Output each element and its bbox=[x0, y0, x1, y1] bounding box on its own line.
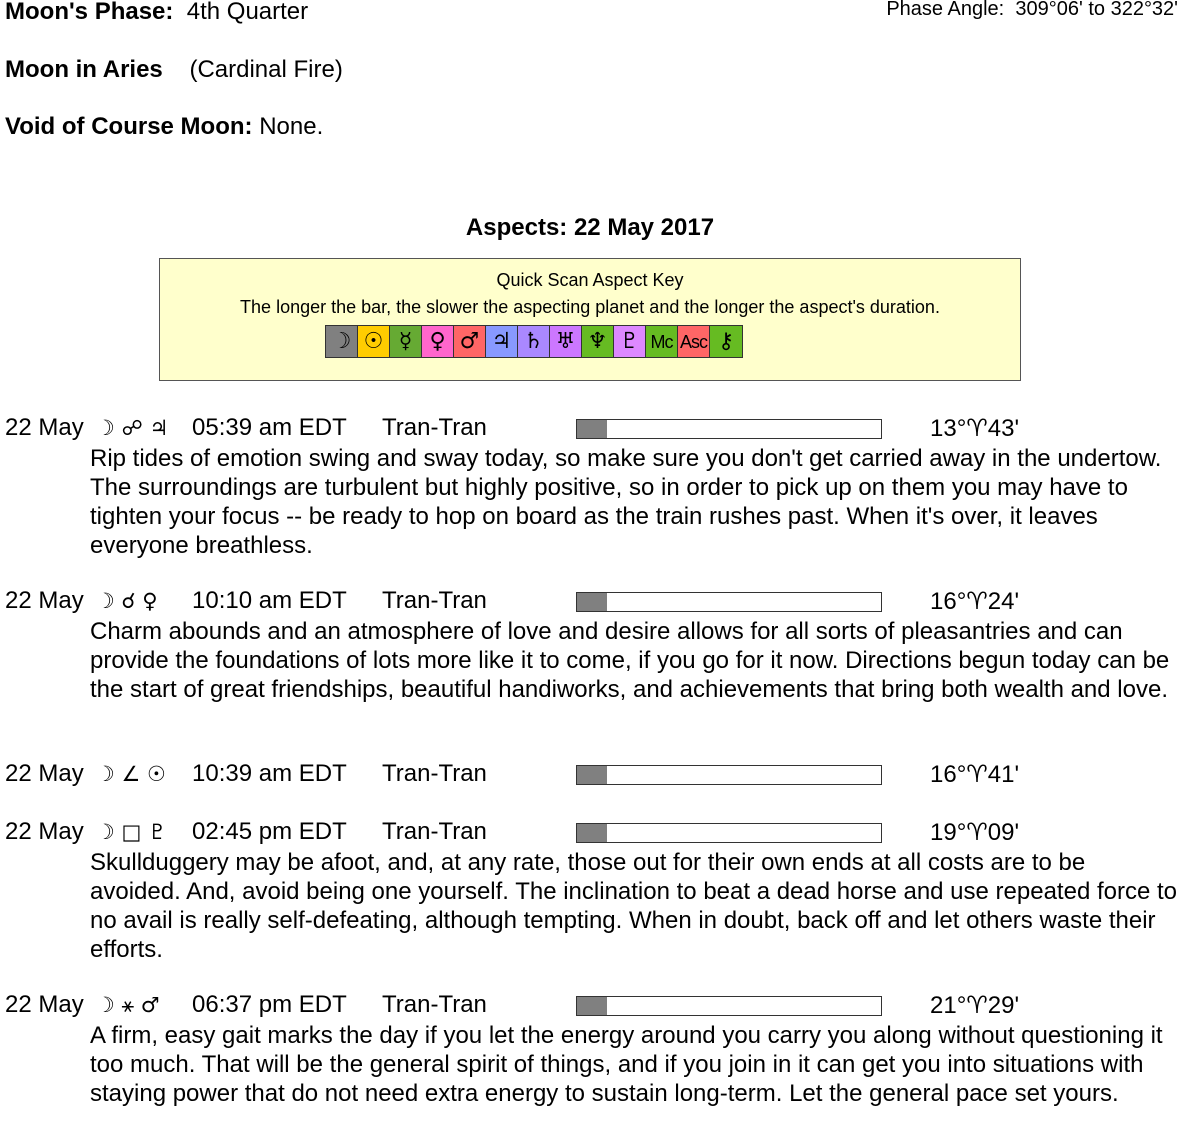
aspect-position: 19°♈09' bbox=[930, 819, 1020, 846]
aspect-date: 22 May bbox=[5, 760, 84, 787]
aspect-entry bbox=[0, 991, 1194, 1108]
aspect-type: Tran-Tran bbox=[382, 760, 487, 787]
aspect-duration-bar bbox=[576, 592, 882, 612]
aspect-type: Tran-Tran bbox=[382, 587, 487, 614]
aspect-type: Tran-Tran bbox=[382, 414, 487, 441]
moon-phase-label: Moon's Phase: bbox=[5, 0, 174, 25]
aspect-duration-bar bbox=[576, 765, 882, 785]
moon-phase bbox=[5, 0, 308, 26]
pluto-key-icon: ♇ bbox=[614, 326, 646, 357]
aspect-entry bbox=[0, 818, 1194, 964]
moon-sign bbox=[5, 56, 343, 84]
sun-key-icon: ☉ bbox=[358, 326, 390, 357]
aspect-type: Tran-Tran bbox=[382, 818, 487, 845]
chiron-key-icon: ⚷ bbox=[710, 326, 742, 357]
aspect-description: Charm abounds and an atmosphere of love and desire allows for all sorts of pleasantries and can provide the foundations of lots more like it to come, if you go for it now. Directions begun today can be the start of great friendships, beautiful handiworks, and achievements that bring both wealth and love. bbox=[90, 618, 1170, 703]
aspect-key-box bbox=[159, 258, 1021, 381]
aspect-description: Rip tides of emotion swing and sway today, so make sure you don't get carried away in the undertow. The surroundings are turbulent but highly positive, so in order to pick up on them you may have to tighten your focus -- be ready to hop on board as the train rushes past. When it's over, it leaves everyone breathless. bbox=[90, 445, 1162, 559]
aspect-date: 22 May bbox=[5, 414, 84, 441]
aspect-position: 21°♈29' bbox=[930, 992, 1020, 1019]
aspect-duration-fill bbox=[577, 766, 607, 784]
aspect-entry bbox=[0, 587, 1194, 704]
void-of-course-label: Void of Course Moon: bbox=[5, 113, 253, 140]
uranus-key-icon: ♅ bbox=[550, 326, 582, 357]
aspect-time: 05:39 am EDT bbox=[192, 414, 347, 441]
phase-angle-value: 309°06' to 322°32' bbox=[1015, 0, 1178, 20]
aspect-header-line bbox=[0, 818, 1194, 848]
aspect-duration-fill bbox=[577, 593, 607, 611]
phase-angle-label: Phase Angle: bbox=[886, 0, 1005, 20]
aspect-glyphs: ☽ ⚹ ♂ bbox=[96, 993, 160, 1017]
moon-sign-value: (Cardinal Fire) bbox=[189, 56, 343, 83]
aspect-duration-fill bbox=[577, 824, 607, 842]
aspect-glyphs: ☽ □ ♇ bbox=[96, 820, 167, 844]
aspect-glyphs: ☽ ☍ ♃ bbox=[96, 416, 169, 440]
aspect-date: 22 May bbox=[5, 991, 84, 1018]
moon-phase-value: 4th Quarter bbox=[186, 0, 309, 25]
asc-key-icon: Asc bbox=[678, 326, 710, 357]
aspect-position: 16°♈24' bbox=[930, 588, 1020, 615]
jupiter-key-icon: ♃ bbox=[486, 326, 518, 357]
aspect-position: 13°♈43' bbox=[930, 415, 1020, 442]
aspect-date: 22 May bbox=[5, 587, 84, 614]
aspect-time: 10:39 am EDT bbox=[192, 760, 347, 787]
aspect-key-title: Quick Scan Aspect Key bbox=[496, 270, 684, 290]
void-of-course bbox=[5, 113, 323, 141]
phase-angle bbox=[886, 0, 1178, 21]
aspect-header-line bbox=[0, 587, 1194, 617]
aspect-header-line bbox=[0, 991, 1194, 1021]
mercury-key-icon: ☿ bbox=[390, 326, 422, 357]
aspect-glyphs: ☽ ∠ ☉ bbox=[96, 762, 166, 786]
saturn-key-icon: ♄ bbox=[518, 326, 550, 357]
mc-key-icon: Mc bbox=[646, 326, 678, 357]
mars-key-icon: ♂ bbox=[454, 326, 486, 357]
aspect-type: Tran-Tran bbox=[382, 991, 487, 1018]
aspect-header-line bbox=[0, 760, 1194, 790]
aspect-glyphs: ☽ ☌ ♀ bbox=[96, 589, 158, 613]
aspect-date: 22 May bbox=[5, 818, 84, 845]
aspect-duration-bar bbox=[576, 823, 882, 843]
aspect-header-line bbox=[0, 414, 1194, 444]
aspect-entry bbox=[0, 414, 1194, 560]
aspect-time: 02:45 pm EDT bbox=[192, 818, 347, 845]
venus-key-icon: ♀ bbox=[422, 326, 454, 357]
aspect-description: Skullduggery may be afoot, and, at any rate, those out for their own ends at all costs are to be avoided. And, avoid being one yourself. The inclination to beat a dead horse and use repeated force to no avail is really self-defeating, although tempting. When in doubt, back off and let others waste their efforts. bbox=[90, 849, 1177, 963]
aspect-duration-fill bbox=[577, 997, 607, 1015]
planet-color-key bbox=[325, 325, 743, 358]
aspect-time: 06:37 pm EDT bbox=[192, 991, 347, 1018]
neptune-key-icon: ♆ bbox=[582, 326, 614, 357]
void-of-course-value: None. bbox=[259, 113, 324, 140]
moon-key-icon: ☽ bbox=[326, 326, 358, 357]
aspect-description: A firm, easy gait marks the day if you let the energy around you carry you along without questioning it too much. That will be the general spirit of things, and if you join in it can get you into situations with staying power that do not need extra energy to sustain long-term. Let the general pace set yours. bbox=[90, 1022, 1163, 1107]
aspect-duration-fill bbox=[577, 420, 607, 438]
aspect-key-description: The longer the bar, the slower the aspecting planet and the longer the aspect's duration. bbox=[240, 297, 940, 317]
aspect-time: 10:10 am EDT bbox=[192, 587, 347, 614]
aspect-duration-bar bbox=[576, 419, 882, 439]
aspect-entry bbox=[0, 760, 1194, 790]
moon-sign-label: Moon in Aries bbox=[5, 56, 163, 83]
aspects-title: Aspects: 22 May 2017 bbox=[465, 214, 715, 241]
aspect-duration-bar bbox=[576, 996, 882, 1016]
aspect-position: 16°♈41' bbox=[930, 761, 1020, 788]
